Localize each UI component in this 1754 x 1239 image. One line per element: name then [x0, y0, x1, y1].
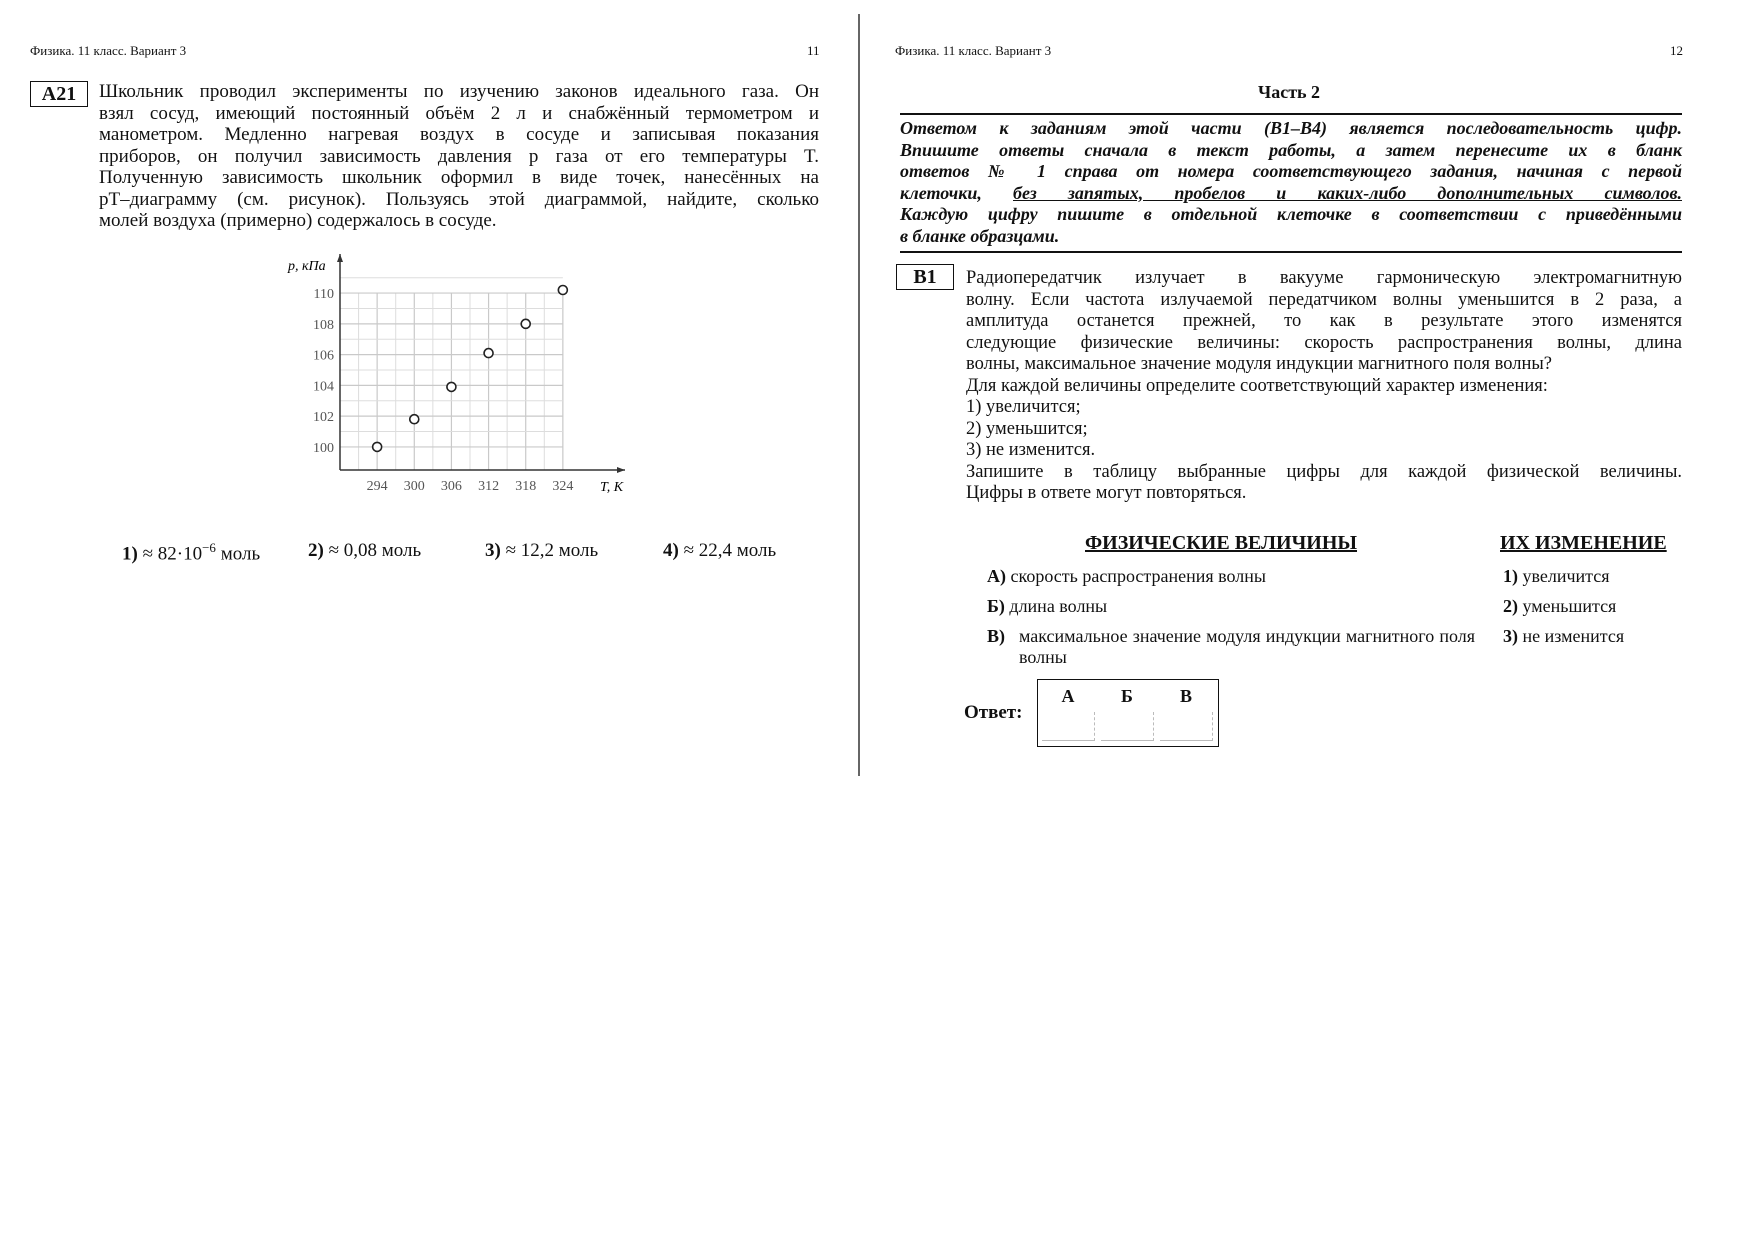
data-point [373, 442, 382, 451]
data-point [484, 349, 493, 358]
quantity-a [987, 566, 1467, 587]
chart-grid [340, 278, 563, 470]
question-b1-line: 1) увеличится; [966, 397, 1081, 417]
chart-axes [337, 254, 625, 473]
part-title: Часть 2 [1258, 82, 1321, 102]
question-a21-line: приборов, он получил зависимость давления p газа от его температуры T. [99, 145, 819, 167]
intro-line: Каждую цифру пишите в отдельной клеточке в соответствии с приведёнными [900, 204, 1682, 224]
answer-column-c: В [1179, 686, 1192, 706]
intro-line [900, 183, 1682, 205]
answer-option-exponent: −6 [202, 540, 216, 555]
answer-option-number: 4) [663, 540, 679, 561]
physical-quantities-header: ФИЗИЧЕСКИЕ ВЕЛИЧИНЫ [1085, 532, 1358, 554]
question-a21-line: Школьник проводил эксперименты по изучению законов идеального газа. Он [99, 81, 819, 102]
quantity-text: длина волны [1009, 596, 1108, 616]
question-b1-number: В1 [896, 264, 954, 290]
quantity-label: А) [987, 566, 1006, 586]
left-header-title: Физика. 11 класс. Вариант 3 [30, 43, 187, 58]
x-tick-label: 318 [515, 479, 537, 494]
answer-option-1[interactable] [122, 540, 260, 565]
change-label: 1) [1503, 566, 1518, 586]
answer-option-number: 2) [308, 540, 324, 561]
quantity-label: Б) [987, 596, 1005, 616]
change-3 [1503, 626, 1624, 647]
answer-option-3[interactable] [485, 540, 598, 562]
question-b1-line: следующие физические величины: скорость распространения волны, длина [966, 332, 1682, 353]
question-b1-line: амплитуда останется прежней, то как в результате этого изменятся [966, 311, 1682, 331]
data-point [521, 319, 530, 328]
change-2 [1503, 596, 1616, 617]
y-axis-arrow [337, 254, 343, 262]
question-b1-line: волны, максимальное значение модуля индукции магнитного поля волны? [966, 354, 1553, 374]
question-a21-number: A21 [30, 81, 88, 107]
answer-cell-b[interactable] [1101, 712, 1154, 741]
y-tick-label: 108 [313, 317, 334, 333]
changes-header: ИХ ИЗМЕНЕНИЕ [1500, 532, 1667, 554]
answer-label: Ответ: [964, 702, 1023, 723]
answer-cell-a[interactable] [1042, 712, 1095, 741]
question-a21-line: взял сосуд, имеющий постоянный объём 2 л и снабжённый термометром и [99, 102, 819, 124]
change-text: уменьшится [1522, 596, 1617, 616]
question-a21-line: манометром. Медленно нагревая воздух в сосуде и записывая показания [99, 124, 819, 145]
page-divider [858, 14, 860, 776]
answer-option-4[interactable] [663, 540, 776, 562]
intro-line-prefix: клеточки, [900, 182, 1013, 203]
quantity-b [987, 596, 1467, 617]
part-intro [900, 118, 1682, 247]
quantity-text: скорость распространения волны [1010, 566, 1266, 586]
question-b1-line: Радиопередатчик излучает в вакууме гармоническую электромагнитную [966, 268, 1682, 288]
answer-column-b: Б [1121, 686, 1133, 706]
question-b1-line: Для каждой величины определите соответствующий характер изменения: [966, 375, 1548, 396]
data-point [410, 415, 419, 424]
intro-top-rule [900, 113, 1682, 115]
y-tick-label: 102 [313, 410, 334, 426]
intro-line-underlined: без запятых, пробелов и каких-либо дополнительных символов. [1013, 182, 1682, 203]
question-a21-line: молей воздуха (примерно) содержалось в сосуде. [99, 210, 497, 231]
question-a21-text [99, 81, 819, 232]
intro-line: в бланке образцами. [900, 225, 1060, 246]
chart-y-label: p, кПа [288, 259, 326, 274]
question-b1-text [966, 268, 1682, 505]
left-page-number: 11 [807, 43, 820, 58]
x-axis-arrow [617, 467, 625, 473]
intro-line: ответов № 1 справа от номера соответствующего задания, начиная с первой [900, 161, 1682, 181]
x-tick-label: 294 [366, 479, 388, 494]
y-tick-label: 104 [313, 379, 334, 395]
y-tick-label: 110 [313, 287, 334, 303]
answer-option-text: ≈ 82·10 [142, 543, 203, 565]
question-a21-line: pT–диаграмму (см. рисунок). Пользуясь этой диаграммой, найдите, сколько [99, 188, 819, 210]
x-tick-label: 300 [403, 479, 425, 494]
quantity-text: максимальное значение модуля индукции магнитного поля волны [1019, 626, 1475, 667]
question-b1-line: Цифры в ответе могут повторяться. [966, 483, 1247, 503]
answer-option-2[interactable] [308, 540, 421, 562]
chart-x-label: T, К [600, 480, 624, 495]
x-tick-label: 324 [552, 479, 574, 494]
pt-diagram-chart [270, 250, 640, 500]
question-b1-line: волну. Если частота излучаемой передатчиком волны уменьшится в 2 раза, а [966, 289, 1682, 310]
chart-ticks [313, 287, 573, 494]
data-point [447, 382, 456, 391]
answer-option-number: 1) [122, 543, 138, 565]
answer-option-text: ≈ 12,2 моль [505, 540, 599, 561]
change-label: 3) [1503, 626, 1518, 646]
change-text: не изменится [1522, 626, 1625, 646]
right-page-number: 12 [1670, 43, 1683, 58]
intro-line: Впишите ответы сначала в текст работы, а затем перенесите их в бланк [900, 139, 1682, 160]
x-tick-label: 312 [478, 479, 500, 494]
answer-option-text: ≈ 0,08 моль [328, 540, 422, 561]
question-b1-line: 3) не изменится. [966, 440, 1096, 460]
quantity-c [987, 626, 1475, 668]
data-point [558, 286, 567, 295]
y-tick-label: 100 [313, 440, 334, 456]
intro-bottom-rule [900, 251, 1682, 253]
answer-column-a: А [1061, 686, 1075, 706]
intro-line: Ответом к заданиям этой части (В1–В4) является последовательность цифр. [900, 118, 1682, 138]
answer-option-unit: моль [215, 543, 261, 565]
y-tick-label: 106 [313, 348, 334, 364]
change-1 [1503, 566, 1610, 587]
question-b1-line: 2) уменьшится; [966, 418, 1088, 439]
answer-option-text: ≈ 22,4 моль [683, 540, 777, 561]
answer-cell-c[interactable] [1160, 712, 1213, 741]
right-header-title: Физика. 11 класс. Вариант 3 [895, 43, 1052, 58]
answer-option-number: 3) [485, 540, 501, 561]
x-tick-label: 306 [440, 479, 462, 494]
change-label: 2) [1503, 596, 1518, 616]
question-a21-line: Полученную зависимость школьник оформил в виде точек, нанесённых на [99, 167, 819, 188]
answer-table [1037, 679, 1219, 747]
quantity-label: В) [987, 626, 1005, 646]
question-b1-line: Запишите в таблицу выбранные цифры для каждой физической величины. [966, 461, 1682, 482]
change-text: увеличится [1522, 566, 1610, 586]
